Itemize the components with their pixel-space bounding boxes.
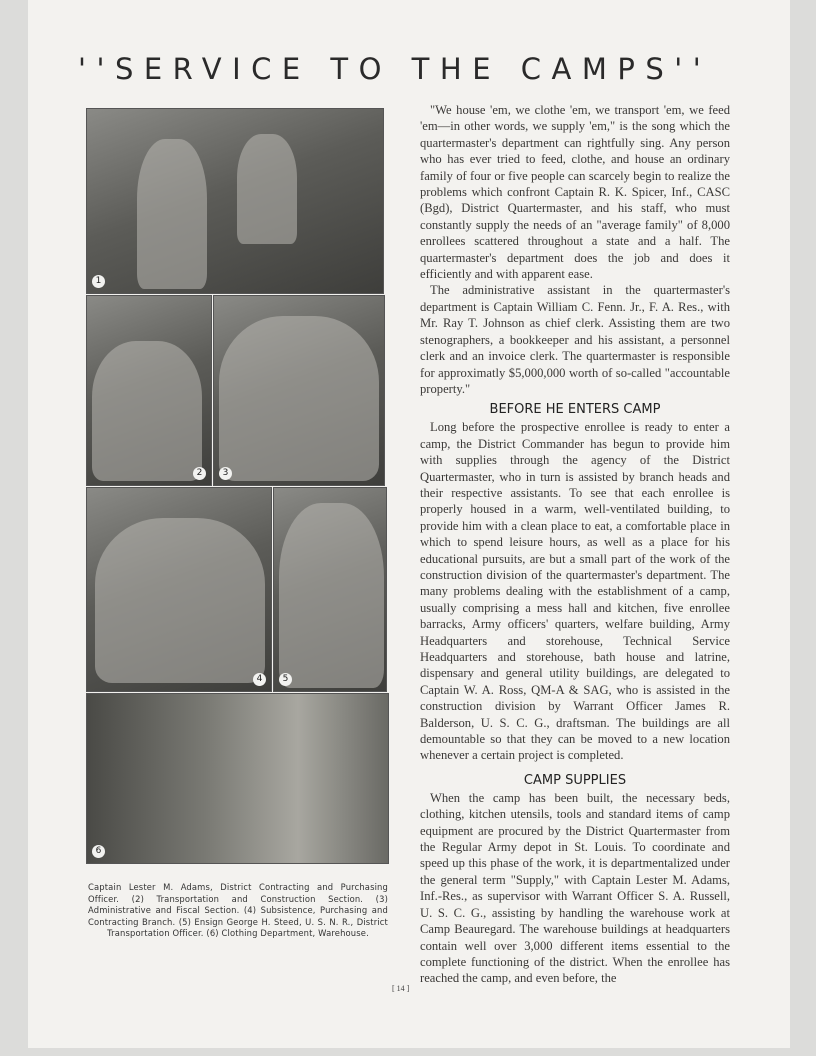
intro-paragraph-2: The administrative assistant in the quartermaster's department is Captain William C. Fenn. Jr., F. A. Res., with Mr. Ray T. Johnson as chief clerk. Assisting them are two stenographers, a bookkeeper and his assistant, a personnel clerk and an invoice clerk. The quartermaster is responsible for approximatly $5,000,000 worth of so-called "accountable property." <box>420 283 730 396</box>
photo-5-ensign-steed <box>273 487 387 692</box>
photo-1-office <box>86 108 384 294</box>
section-camp-supplies-text: When the camp has been built, the necessary beds, clothing, kitchen utensils, tools and standard items of camp equipment are procured by the District Quartermaster from the Regular Army depot in St. Louis. To coordinate and speed up this phase of the work, it is departmentalized under the general term "Supply," with Captain Lester M. Adams, Inf.-Res., as supervisor with Warrant Officer S. A. Russell, U. S. C. G., assisting by handling the warehouse work at Camp Beauregard. The warehouse buildings at headquarters contain well over 3,000 different items essential to the complete functioning of the district. When the enrollee has reached the camp, and even before, the <box>420 790 730 986</box>
photo-number: 2 <box>193 467 206 480</box>
section-heading-camp-supplies: CAMP SUPPLIES <box>523 772 627 788</box>
page-title: ''SERVICE TO THE CAMPS'' <box>78 52 712 86</box>
photo-number: 3 <box>219 467 232 480</box>
photo-number: 6 <box>92 845 105 858</box>
photo-2-transportation <box>86 295 212 486</box>
section-heading-before-camp: BEFORE HE ENTERS CAMP <box>489 402 661 418</box>
photo-3-administrative <box>213 295 385 486</box>
section-before-camp-text: Long before the prospective enrollee is ready to enter a camp, the District Commander has begun to provide him with supplies through the agency of the District Quartermaster, who in turn is assisted by branch heads and their respective assistants. To see that each enrollee is properly housed in a warm, well-ventilated building, to provide him with a clean place to eat, a comfortable place in which to spend leisure hours, as well as a place for his educational pursuits, are but a small part of the work of the construction division of the quartermaster's department. The many problems dealing with the establishment of a camp, usually comprising a mess hall and kitchen, five enrollee barracks, Army officers' quarters, welfare building, Army Headquarters and storehouse, Technical Service Headquarters and storehouse, bath house and latrine, dispensary and general utility buildings, are delegated to Captain W. A. Ross, QM-A & SAG, who is assisted in the construction division by Warrant Officer James R. Balderson, U. S. C. G., draftsman. The buildings are all demountable so that they can be moved to a new location whenever a certain project is completed. <box>420 420 730 763</box>
page-number: [ 14 ] <box>392 984 410 993</box>
photo-number: 4 <box>253 673 266 686</box>
photo-number: 5 <box>279 673 292 686</box>
photo-4-subsistence <box>86 487 272 692</box>
photo-6-warehouse <box>86 693 389 864</box>
photo-number: 1 <box>92 275 105 288</box>
photo-caption: Captain Lester M. Adams, District Contracting and Purchasing Officer. (2) Transportation and Construction Section. (3) Administrative and Fiscal Section. (4) Subsistence, Purchasing and Contracting Branch. (5) Ensign George H. Steed, U. S. N. R., District Transportation Officer. (6) Clothing Department, Warehouse. <box>88 882 388 939</box>
article-body <box>420 102 730 987</box>
intro-paragraph-1: "We house 'em, we clothe 'em, we transport 'em, we feed 'em—in other words, we supply 'em," is the song which the quartermaster's department can rightfully sing. Any person who has ever tried to feed, clothe, and house an ordinary family of four or five people can scarcely begin to realize the problems which confront Captain R. K. Spicer, Inf., CASC (Bgd), District Quartermaster, and his staff, who must constantly supply the needs of an "average family" of 8,000 enrollees scattered throughout a state and a half. The quartermaster's department does the job and does it efficiently and with apparent ease. <box>420 103 730 282</box>
